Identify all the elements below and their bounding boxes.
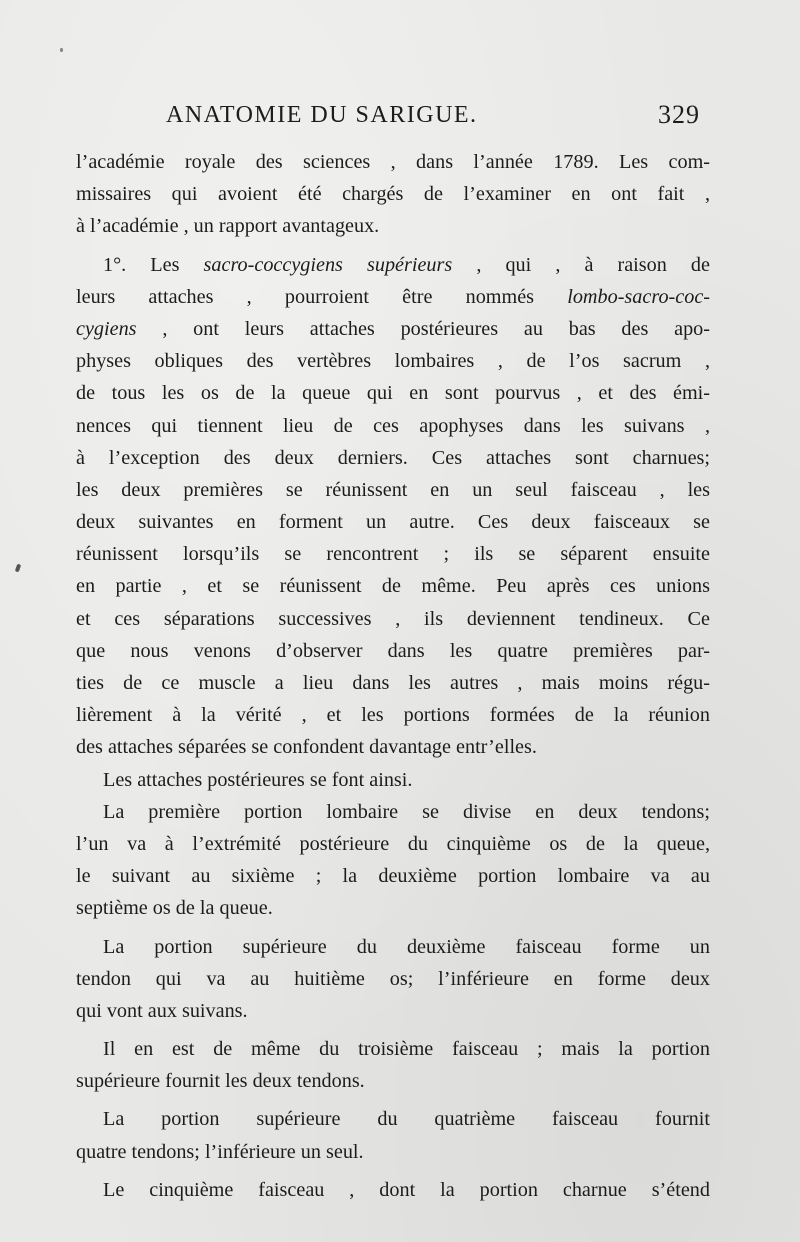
text-line: Le cinquième faisceau , dont la portion charnue s’étend: [103, 1178, 710, 1201]
body-text: [76, 146, 710, 1206]
text-line: que nous venons d’observer dans les quatre premières par-: [76, 639, 710, 662]
margin-mark: [15, 564, 21, 573]
paragraph-1-line: 1°. Les sacro-coccygiens supérieurs , qui , à raison de: [103, 253, 710, 276]
text-line: La portion supérieure du deuxième faisceau forme un: [103, 935, 710, 958]
text-line: et ces séparations successives , ils deviennent tendineux. Ce: [76, 607, 710, 630]
italic-term: sacro-coccygiens supérieurs: [203, 253, 453, 276]
italic-term: lombo-sacro-coc-: [567, 285, 710, 308]
text-line: septième os de la queue.: [76, 897, 273, 920]
text-line: supérieure fournit les deux tendons.: [76, 1070, 365, 1093]
text-line: l’académie royale des sciences , dans l’année 1789. Les com-: [76, 151, 710, 173]
text-line: Il en est de même du troisième faisceau ; mais la portion: [103, 1038, 710, 1061]
running-head: [160, 100, 720, 136]
text-line: La portion supérieure du quatrième faisceau fournit: [103, 1108, 710, 1131]
text-line: leurs attaches , pourroient être nommés lombo-sacro-coc-: [76, 285, 710, 308]
text-line: physes obliques des vertèbres lombaires , de l’os sacrum ,: [76, 350, 710, 373]
text-line: ties de ce muscle a lieu dans les autres , mais moins régu-: [76, 672, 710, 694]
text-line: l’un va à l’extrémité postérieure du cinquième os de la queue,: [76, 832, 710, 855]
text-line: de tous les os de la queue qui en sont pourvus , et des émi-: [76, 382, 710, 405]
italic-term: cygiens: [76, 317, 137, 340]
text-line: à l’académie , un rapport avantageux.: [76, 215, 380, 238]
text-line: Les attaches postérieures se font ainsi.: [103, 768, 413, 791]
text-line: en partie , et se réunissent de même. Peu après ces unions: [76, 575, 710, 598]
text-line: le suivant au sixième ; la deuxième portion lombaire va au: [76, 865, 710, 888]
text-line: réunissent lorsqu’ils se rencontrent ; ils se séparent ensuite: [76, 543, 710, 566]
text-line: tendon qui va au huitième os; l’inférieure en forme deux: [76, 967, 710, 990]
text-line: missaires qui avoient été chargés de l’examiner en ont fait ,: [76, 183, 710, 206]
text-line: deux suivantes en forment un autre. Ces deux faisceaux se: [76, 511, 710, 534]
page-number: 329: [658, 100, 700, 129]
text-line: à l’exception des deux derniers. Ces attaches sont charnues;: [76, 446, 710, 469]
text-line: quatre tendons; l’inférieure un seul.: [76, 1140, 364, 1163]
text-line: nences qui tiennent lieu de ces apophyses dans les suivans ,: [76, 414, 710, 437]
text-line: les deux premières se réunissent en un seul faisceau , les: [76, 478, 710, 501]
ink-speck: [60, 48, 63, 52]
text-line: lièrement à la vérité , et les portions formées de la réunion: [76, 704, 710, 727]
text-line: qui vont aux suivans.: [76, 999, 248, 1022]
running-title: ANATOMIE DU SARIGUE.: [166, 102, 478, 128]
text-line: cygiens , ont leurs attaches postérieures au bas des apo-: [76, 317, 710, 340]
text-line: La première portion lombaire se divise en deux tendons;: [103, 800, 710, 823]
text-line: des attaches séparées se confondent davantage entr’elles.: [76, 736, 537, 759]
